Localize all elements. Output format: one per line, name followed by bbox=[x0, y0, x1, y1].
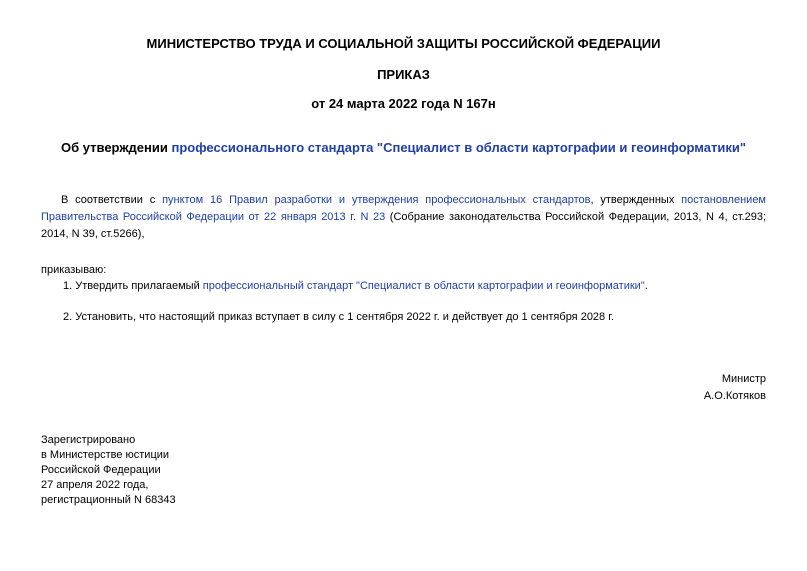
document-subject bbox=[0, 140, 807, 155]
preamble-text-3: (Собрание законодательства Российской Федерации, 2013, N 4, ст.293; 2014, N 39, ст.5266), bbox=[41, 211, 766, 240]
registration-line: Зарегистрировано bbox=[41, 434, 136, 446]
registration-block bbox=[41, 433, 176, 508]
registration-line: в Министерстве юстиции bbox=[41, 449, 170, 461]
registration-line: Российской Федерации bbox=[41, 464, 161, 476]
order-item-1 bbox=[63, 278, 648, 295]
order-item-2: 2. Установить, что настоящий приказ вступает в силу с 1 сентября 2022 г. и действует до 1 сентября 2028 г. bbox=[63, 311, 614, 323]
ministry-heading: МИНИСТЕРСТВО ТРУДА И СОЦИАЛЬНОЙ ЗАЩИТЫ РОССИЙСКОЙ ФЕДЕРАЦИИ bbox=[146, 36, 661, 51]
preamble-text-2: , утвержденных bbox=[590, 194, 682, 206]
registration-number: регистрационный N 68343 bbox=[41, 494, 176, 506]
standard-link[interactable]: профессиональный стандарт "Специалист в области картографии и геоинформатики" bbox=[202, 280, 645, 292]
registration-date: 27 апреля 2022 года, bbox=[41, 479, 149, 491]
signature-block bbox=[704, 371, 766, 405]
subject-prefix: Об утверждении bbox=[60, 140, 172, 155]
signatory-title: Министр bbox=[721, 373, 766, 385]
preamble-paragraph bbox=[41, 192, 766, 243]
order-word: приказываю: bbox=[41, 264, 107, 276]
item1-text-1: 1. Утвердить прилагаемый bbox=[63, 280, 203, 292]
government-decree-link[interactable]: постановлением Правительства Российской Федерации от 22 января 2013 г. N 23 bbox=[41, 194, 766, 223]
document-date-number: от 24 марта 2022 года N 167н bbox=[311, 96, 496, 111]
preamble-text-1: В соответствии с bbox=[61, 194, 163, 206]
rules-link[interactable]: пунктом 16 Правил разработки и утверждения профессиональных стандартов bbox=[162, 194, 591, 206]
signatory-name: А.О.Котяков bbox=[703, 390, 766, 402]
subject-standard-link[interactable]: профессионального стандарта "Специалист в области картографии и геоинформатики" bbox=[171, 140, 747, 155]
document-type: ПРИКАЗ bbox=[377, 67, 430, 82]
item1-text-2: . bbox=[644, 280, 648, 292]
